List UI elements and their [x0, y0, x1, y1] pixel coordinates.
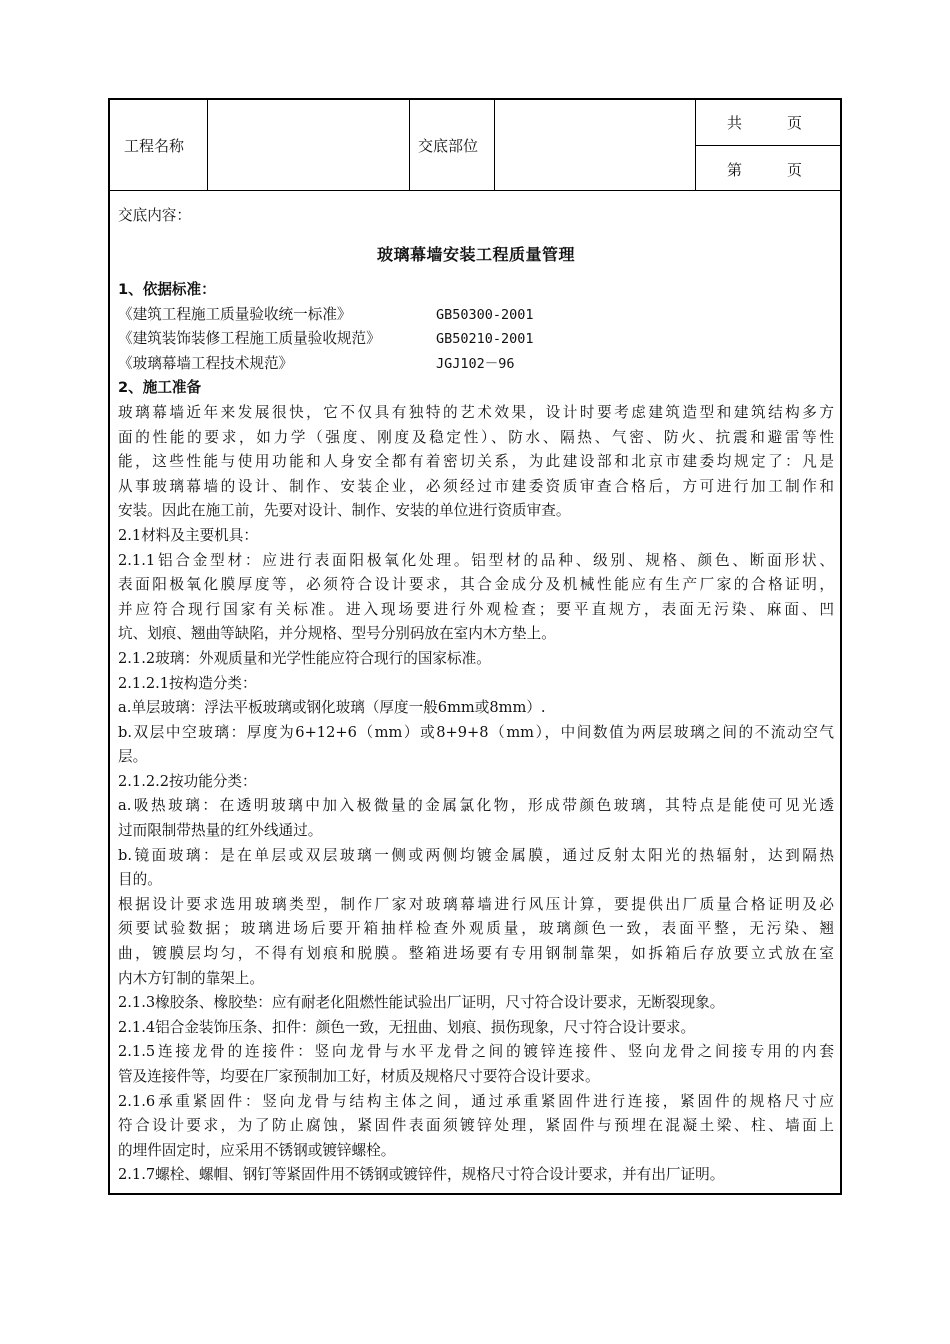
text-line: 安装。因此在施工前，先要对设计、制作、安装的单位进行资质审查。 — [118, 502, 571, 520]
text-line: 层。 — [118, 748, 148, 766]
total-pages-label: 共 页 — [727, 114, 803, 132]
preparation-text — [118, 401, 834, 1188]
text-line: 曲，镀膜层均匀，不得有划痕和脱膜。整箱进场要有专用钢制靠架，如拆箱后存放要立式放在室 — [118, 945, 834, 963]
text-line: 的埋件固定时，应采用不锈钢或镀锌螺栓。 — [118, 1141, 396, 1159]
text-line: 2.1.7螺栓、螺帽、钢钉等紧固件用不锈钢或镀锌件，规格尺寸符合设计要求，并有出厂证明。 — [118, 1166, 725, 1184]
text-line: b.镜面玻璃：是在单层或双层玻璃一侧或两侧均镀金属膜，通过反射太阳光的热辐射，达到隔热 — [118, 846, 834, 864]
standard-item — [118, 303, 834, 328]
text-line: 2.1.1铝合金型材：应进行表面阳极氧化处理。铝型材的品种、级别、规格、颜色、断面形状、 — [118, 551, 834, 569]
text-line: 过而限制带热量的红外线通过。 — [118, 822, 323, 840]
header-divider-3 — [494, 98, 495, 191]
text-line: 2.1.5连接龙骨的连接件：竖向龙骨与水平龙骨之间的镀锌连接件、竖向龙骨之间接专用的内套 — [118, 1043, 834, 1061]
document-title: 玻璃幕墙安装工程质量管理 — [376, 245, 575, 264]
standard-item — [118, 327, 834, 352]
standard-code: JGJ102－96 — [436, 355, 515, 372]
text-line: 根据设计要求选用玻璃类型，制作厂家对玻璃幕墙进行风压计算，要提供出厂质量合格证明及必 — [118, 895, 834, 913]
text-line: 须要试验数据；玻璃进场后要开箱抽样检查外观质量，玻璃颜色一致，表面平整，无污染、翘 — [118, 920, 834, 938]
text-line: 面的性能的要求，如力学（强度、刚度及稳定性）、防水、隔热、气密、防火、抗震和避雷等性 — [118, 428, 834, 446]
text-line: 2.1.2玻璃：外观质量和光学性能应符合现行的国家标准。 — [118, 649, 491, 667]
standard-code: GB50300-2001 — [436, 306, 534, 323]
section-heading-standards: 1、依据标准： — [118, 281, 216, 298]
text-line: 目的。 — [118, 871, 162, 889]
standard-item — [118, 352, 834, 377]
page-number-label: 第 页 — [727, 161, 803, 179]
section-heading-preparation: 2、施工准备 — [118, 379, 202, 397]
text-line: 内木方钉制的靠架上。 — [118, 969, 264, 987]
text-line: 表面阳极氧化膜厚度等，必须符合设计要求，其合金成分及机械性能应有生产厂家的合格证明， — [118, 576, 834, 594]
header-divider-1 — [207, 98, 208, 191]
text-line: 符合设计要求，为了防止腐蚀，紧固件表面须镀锌处理，紧固件与预埋在混凝土梁、柱、墙面上 — [118, 1117, 834, 1135]
text-line: 并应符合现行国家有关标准。进入现场要进行外观检查；要平直规方，表面无污染、麻面、凹 — [118, 600, 834, 618]
header-divider-2 — [409, 98, 410, 191]
standard-name: 《玻璃幕墙工程技术规范》 — [118, 354, 294, 372]
text-line: 玻璃幕墙近年来发展很快，它不仅具有独特的艺术效果，设计时要考虑建筑造型和建筑结构多方 — [118, 403, 834, 421]
text-line: 2.1.2.1按构造分类： — [118, 674, 257, 692]
standard-code: GB50210-2001 — [436, 331, 534, 348]
project-name-label: 工程名称 — [124, 137, 185, 155]
text-line: 2.1.2.2按功能分类： — [118, 772, 257, 790]
disclosure-content — [118, 200, 834, 1188]
text-line: 坑、划痕、翘曲等缺陷，并分规格、型号分别码放在室内木方垫上。 — [118, 625, 556, 643]
text-line: a.吸热玻璃：在透明玻璃中加入极微量的金属氯化物，形成带颜色玻璃，其特点是能使可见光透 — [118, 797, 834, 815]
text-line: 2.1材料及主要机具： — [118, 526, 258, 544]
text-line: a.单层玻璃：浮法平板玻璃或钢化玻璃（厚度一般6mm或8mm）. — [118, 699, 546, 717]
text-line: 从事玻璃幕墙的设计、制作、安装企业，必须经过市建委资质审查合格后，方可进行加工制作和 — [118, 477, 834, 495]
text-line: 2.1.4铝合金装饰压条、扣件：颜色一致，无扭曲、划痕、损伤现象，尺寸符合设计要求。 — [118, 1018, 696, 1036]
text-line: 2.1.6承重紧固件：竖向龙骨与结构主体之间，通过承重紧固件进行连接，紧固件的规格尺寸应 — [118, 1092, 834, 1110]
content-label: 交底内容： — [118, 207, 191, 224]
disclosure-part-label: 交底部位 — [418, 137, 479, 155]
header-bottom-border — [108, 190, 842, 191]
standard-name: 《建筑装饰装修工程施工质量验收规范》 — [118, 330, 381, 348]
standard-name: 《建筑工程施工质量验收统一标准》 — [118, 305, 352, 323]
header-page-divider — [695, 145, 841, 146]
text-line: 2.1.3橡胶条、橡胶垫：应有耐老化阻燃性能试验出厂证明，尺寸符合设计要求，无断裂现象。 — [118, 994, 725, 1012]
text-line: 能，这些性能与使用功能和人身安全都有着密切关系，为此建设部和北京市建委均规定了：凡是 — [118, 453, 834, 471]
text-line: b.双层中空玻璃：厚度为6+12+6（mm）或8+9+8（mm），中间数值为两层玻璃之间的不流动空气 — [118, 723, 834, 741]
text-line: 管及连接件等，均要在厂家预制加工好，材质及规格尺寸要符合设计要求。 — [118, 1068, 600, 1085]
